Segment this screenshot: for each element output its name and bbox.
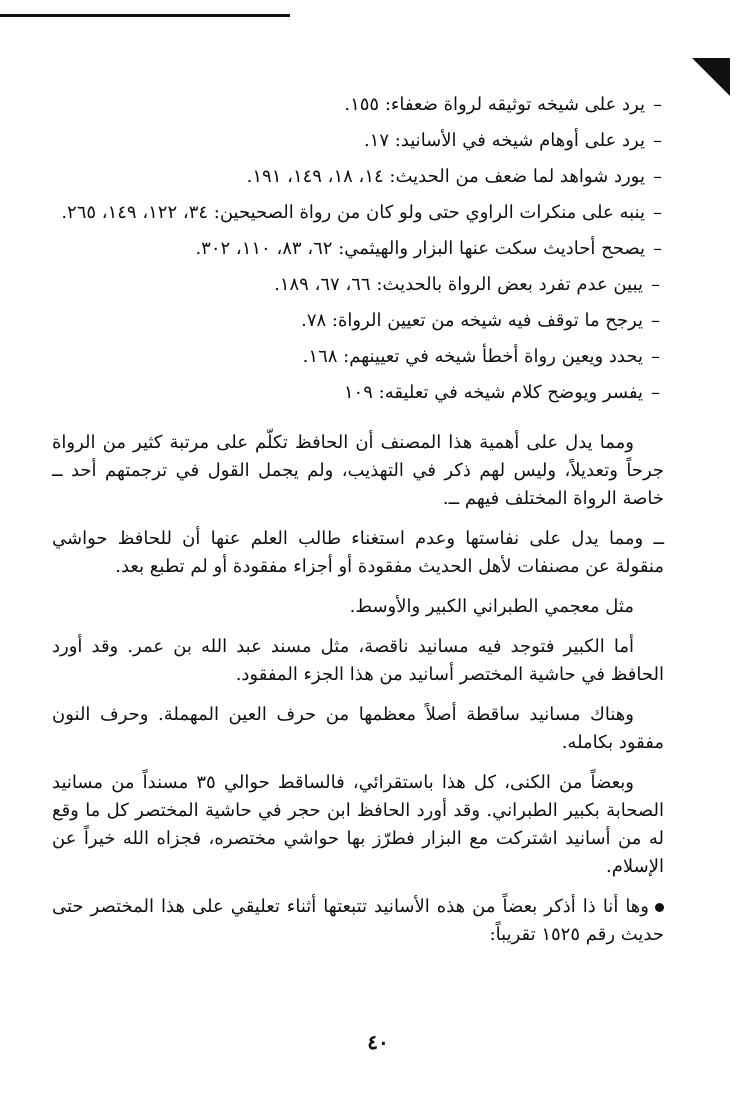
dash-marker: – xyxy=(651,382,660,403)
paragraph-text: وها أنا ذا أذكر بعضاً من هذه الأسانيد تتبعتها أثناء تعليقي على هذا المختصر حتى حديث رقم ١٥٢٥ تقريباً: xyxy=(52,896,664,945)
list-item-text: يورد شواهد لما ضعف من الحديث: ١٤، ١٨، ١٤٩، ١٩١. xyxy=(246,166,645,187)
list-item xyxy=(52,308,660,333)
paragraph-value xyxy=(52,525,664,581)
dash-marker: – xyxy=(651,310,660,331)
list-item xyxy=(52,344,660,369)
bullet-dot-icon xyxy=(655,903,664,912)
list-item-text: يرجح ما توقف فيه شيخه من تعيين الرواة: ٧٨. xyxy=(301,310,643,331)
list-item-text: يصحح أحاديث سكت عنها البزار والهيثمي: ٦٢، ٨٣، ١١٠، ٣٠٢. xyxy=(195,238,645,259)
page-body xyxy=(52,92,664,1071)
dash-marker: – xyxy=(653,94,662,115)
dash-marker: – xyxy=(653,238,662,259)
list-item-text: ينبه على منكرات الراوي حتى ولو كان من رواة الصحيحين: ٣٤، ١٢٢، ١٤٩، ٢٦٥. xyxy=(61,202,645,223)
dash-marker: – xyxy=(653,130,662,151)
list-item xyxy=(52,272,660,297)
paragraph-kuna xyxy=(52,769,664,881)
paragraph-text: أما الكبير فتوجد فيه مسانيد ناقصة، مثل مسند عبد الله بن عمر. وقد أورد الحافظ في حاشية المختصر أسانيد من هذا الجزء المفقود. xyxy=(52,636,664,685)
list-item xyxy=(52,164,662,189)
paragraph-text: ومما يدل على أهمية هذا المصنف أن الحافظ تكلّم على مرتبة كثير من الرواة جرحاً وتعديلاً، وليس لهم ذكر في التهذيب، ولم يجمل القول في ترجمتهم أحد ــ خاصة الرواة المختلف فيهم ــ. xyxy=(52,432,664,509)
list-item-text: يبين عدم تفرد بعض الرواة بالحديث: ٦٦، ٦٧، ١٨٩. xyxy=(274,274,643,295)
paragraph-missing xyxy=(52,701,664,757)
dash-marker: – xyxy=(653,202,662,223)
list-item xyxy=(52,380,660,405)
paragraph-importance xyxy=(52,429,664,513)
bullet-list xyxy=(52,92,664,405)
paragraph-text: مثل معجمي الطبراني الكبير والأوسط. xyxy=(349,596,634,617)
dash-marker: – xyxy=(651,274,660,295)
paragraph-closing xyxy=(52,893,664,949)
paragraph-kabir xyxy=(52,633,664,689)
list-item-text: يرد على أوهام شيخه في الأسانيد: ١٧. xyxy=(363,130,645,151)
list-item xyxy=(52,200,662,225)
dash-marker: – xyxy=(653,166,662,187)
list-item-text: يحدد ويعين رواة أخطأ شيخه في تعيينهم: ١٦٨. xyxy=(302,346,643,367)
top-rule xyxy=(0,14,290,17)
paragraph-text: وبعضاً من الكنى، كل هذا باستقرائي، فالساقط حوالي ٣٥ مسنداً من مسانيد الصحابة بكبير الطبراني. وقد أورد الحافظ ابن حجر في حاشية المختصر كل ما وقع له من أسانيد اشتركت مع البزار فطرّز بها حواشي مختصره، فجزاه الله خيراً عن الإسلام. xyxy=(52,772,664,877)
list-item-text: يرد على شيخه توثيقه لرواة ضعفاء: ١٥٥. xyxy=(344,94,645,115)
list-item xyxy=(52,128,662,153)
paragraph-example xyxy=(52,593,664,621)
list-item xyxy=(52,236,662,261)
corner-triangle-mark xyxy=(692,58,730,96)
paragraph-text: ــ ومما يدل على نفاستها وعدم استغناء طالب العلم عنها أن للحافظ حواشي منقولة عن مصنفات لأهل الحديث مفقودة أو أجزاء مفقودة أو لم تطبع بعد. xyxy=(52,528,664,577)
list-item-text: يفسر ويوضح كلام شيخه في تعليقه: ١٠٩ xyxy=(343,382,643,403)
dash-marker: – xyxy=(651,346,660,367)
page-number: ٤٠ xyxy=(367,1030,389,1054)
list-item xyxy=(52,92,662,117)
paragraph-text: وهناك مسانيد ساقطة أصلاً معظمها من حرف العين المهملة. وحرف النون مفقود بكامله. xyxy=(52,704,664,753)
